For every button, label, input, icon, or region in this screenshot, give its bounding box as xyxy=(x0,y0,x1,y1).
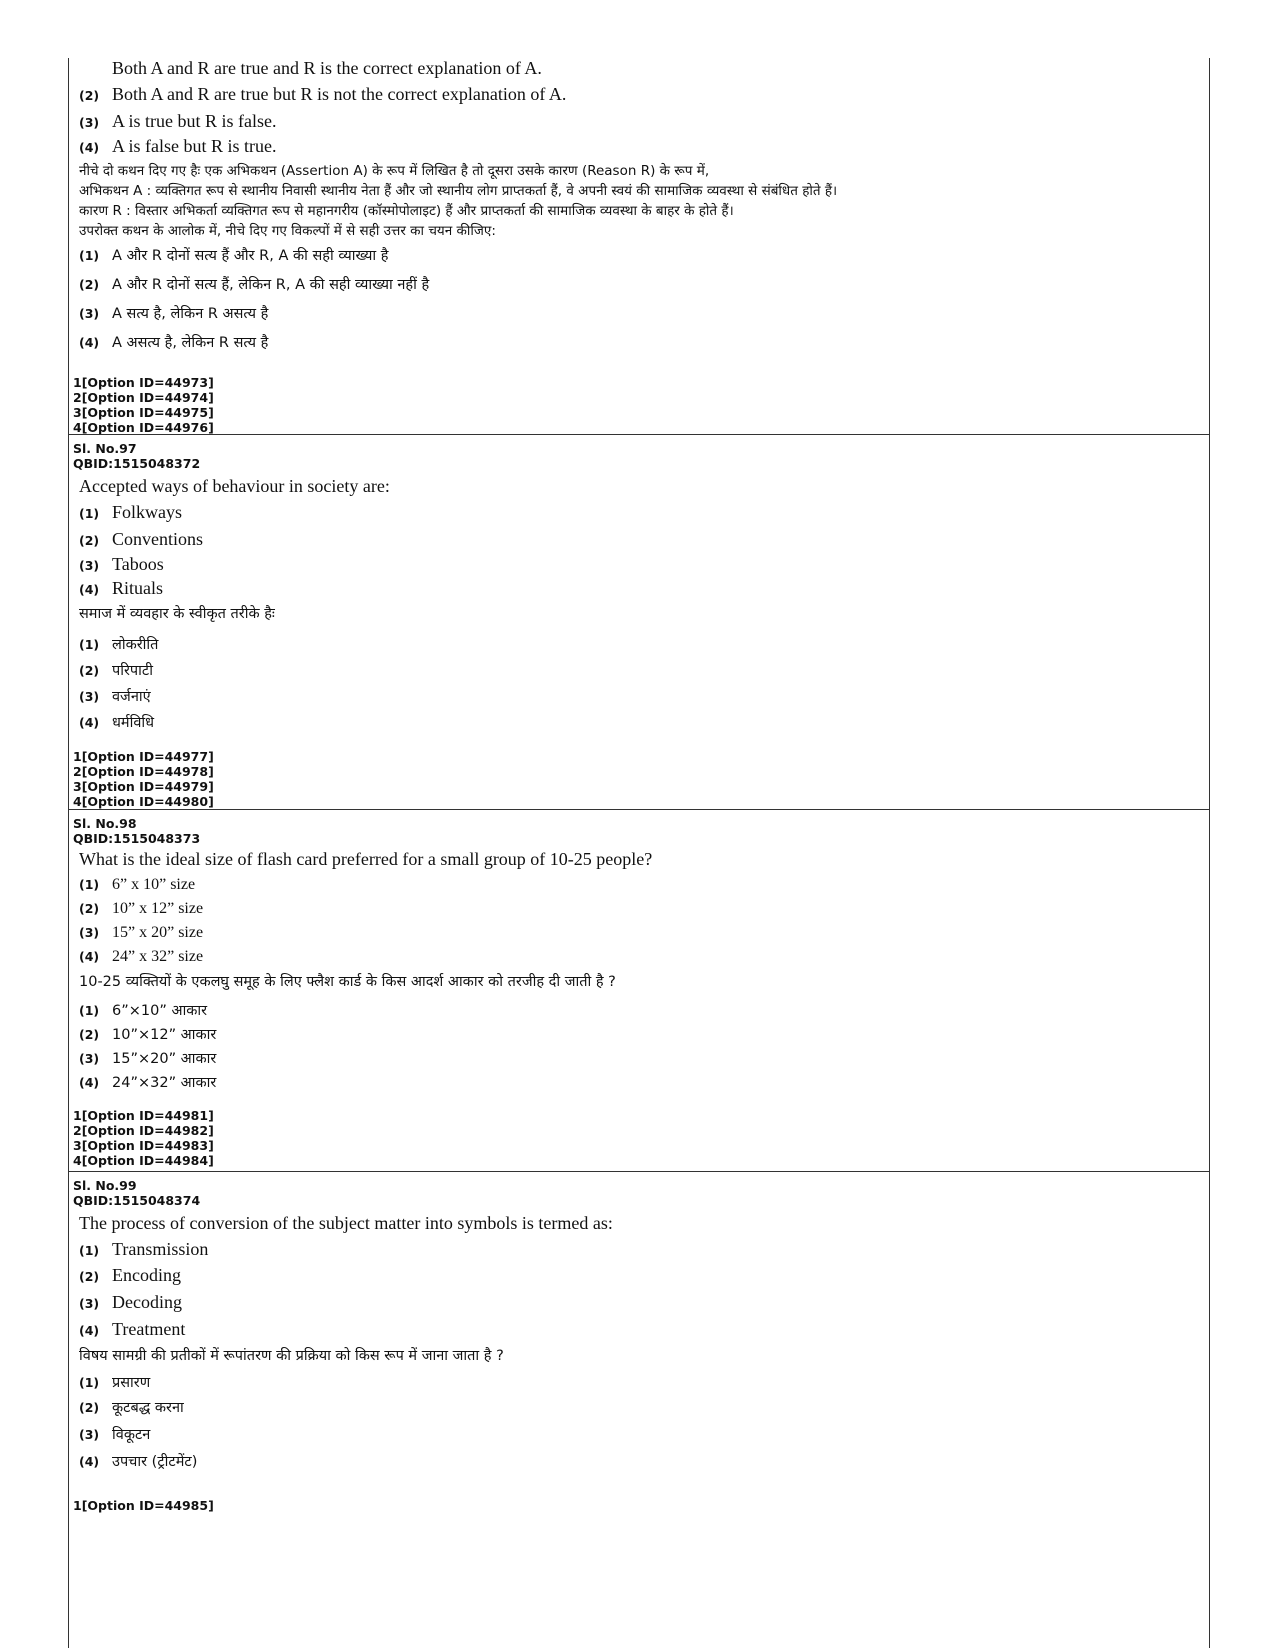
option-hi-3 xyxy=(79,1424,1209,1451)
option-text: 15”×20” आकार xyxy=(112,1051,217,1067)
option-number: (2) xyxy=(79,88,100,103)
option-text: परिपाटी xyxy=(112,663,153,679)
option-number: (1) xyxy=(79,506,100,521)
option-number: (1) xyxy=(79,877,100,892)
option-en-2 xyxy=(79,84,1209,111)
option-number: (2) xyxy=(79,277,100,292)
option-text: Encoding xyxy=(112,1265,181,1285)
option-hi-2 xyxy=(79,274,1209,303)
option-text: 24”×32” आकार xyxy=(112,1075,217,1091)
option-hi-3 xyxy=(79,303,1209,332)
option-number: (3) xyxy=(79,1051,100,1066)
option-en-1 xyxy=(79,1239,1209,1265)
option-number: (4) xyxy=(79,582,100,597)
option-number: (4) xyxy=(79,335,100,350)
option-text: धर्मविधि xyxy=(112,715,155,731)
question-text-english: What is the ideal size of flash card preferred for a small group of 10-25 people? xyxy=(79,849,653,869)
option-hi-4 xyxy=(79,1451,1209,1478)
document-frame xyxy=(68,58,1210,1648)
option-en-3 xyxy=(79,111,1209,136)
option-en-4 xyxy=(79,578,1209,604)
option-number: (3) xyxy=(79,689,100,704)
option-hi-2 xyxy=(79,1024,1209,1048)
option-number: (3) xyxy=(79,1427,100,1442)
option-en-1 xyxy=(79,876,1209,900)
option-id-list: 1[Option ID=44977] 2[Option ID=44978] 3[Option ID=44979] 4[Option ID=44980] xyxy=(73,749,214,809)
option-hi-3 xyxy=(79,1048,1209,1072)
option-text: A और R दोनों सत्य हैं, लेकिन R, A की सही व्याख्या नहीं है xyxy=(112,277,430,293)
option-number: (3) xyxy=(79,925,100,940)
question-text-hindi: 10-25 व्यक्तियों के एकलघु समूह के लिए फ्लैश कार्ड के किस आदर्श आकार को तरजीह दी जाती है ? xyxy=(79,974,616,990)
option-hi-2 xyxy=(79,1397,1209,1424)
option-text: Conventions xyxy=(112,529,204,549)
option-text: 10”×12” आकार xyxy=(112,1027,217,1043)
option-en-4 xyxy=(79,1319,1209,1346)
option-text: A सत्य है, लेकिन R असत्य है xyxy=(112,306,269,322)
option-number: (3) xyxy=(79,306,100,321)
option-en-3 xyxy=(79,924,1209,948)
option-hi-3 xyxy=(79,686,1209,712)
option-hi-1 xyxy=(79,634,1209,660)
option-number: (2) xyxy=(79,1027,100,1042)
option-text: A is true but R is false. xyxy=(112,111,277,131)
option-number: (3) xyxy=(79,558,100,573)
option-text: Decoding xyxy=(112,1292,182,1312)
option-text: A असत्य है, लेकिन R सत्य है xyxy=(112,335,269,351)
option-text: कूटबद्ध करना xyxy=(112,1400,184,1416)
option-number: (4) xyxy=(79,715,100,730)
question-text-hindi: नीचे दो कथन दिए गए हैः एक अभिकथन (Assertion A) के रूप में लिखित है तो दूसरा उसके कारण (Reason R) के रूप में, अभिकथन A : व्यक्तिगत रूप से स्थानीय निवासी स्थानीय नेता हैं और जो स्थानीय लोग प्राप्तकर्ता हैं, वे अपनी स्वयं की सामाजिक व्यवस्था से संबंधित होते हैं। कारण R : विस्तार अभिकर्ता व्यक्तिगत रूप से महानगरीय (कॉस्मोपोलाइट) हैं और प्राप्तकर्ता की सामाजिक व्यवस्था के बाहर के होते हैं। उपरोक्त कथन के आलोक में, नीचे दिए गए विकल्पों में से सही उत्तर का चयन कीजिए: xyxy=(79,163,838,239)
option-number: (2) xyxy=(79,901,100,916)
option-hi-4 xyxy=(79,1072,1209,1096)
option-en-3 xyxy=(79,554,1209,578)
option-text: A is false but R is true. xyxy=(112,136,277,156)
option-id-list: 1[Option ID=44985] xyxy=(73,1498,214,1513)
option-text: 10” x 12” size xyxy=(112,900,204,917)
option-number: (3) xyxy=(79,1296,100,1311)
option-en-2 xyxy=(79,900,1209,924)
question-block-96 xyxy=(69,58,1209,434)
option-text: 24” x 32” size xyxy=(112,948,204,965)
option-en-2 xyxy=(79,1265,1209,1292)
option-text: उपचार (ट्रीटमेंट) xyxy=(112,1454,198,1470)
option-number: (1) xyxy=(79,1375,100,1390)
option-text: प्रसारण xyxy=(112,1375,151,1391)
serial-number: Sl. No.99 xyxy=(73,1178,137,1193)
option-number: (2) xyxy=(79,1269,100,1284)
option-text: लोकरीति xyxy=(112,637,159,653)
question-text-english: The process of conversion of the subject matter into symbols is termed as: xyxy=(79,1213,613,1233)
option-en-1 xyxy=(79,58,1209,84)
option-text: 15” x 20” size xyxy=(112,924,204,941)
option-text: Treatment xyxy=(112,1319,186,1339)
option-text: 6” x 10” size xyxy=(112,876,196,893)
option-text: Rituals xyxy=(112,578,164,598)
serial-number: Sl. No.98 xyxy=(73,816,137,831)
option-number: (2) xyxy=(79,1400,100,1415)
option-text: Transmission xyxy=(112,1239,209,1259)
option-text: 6”×10” आकार xyxy=(112,1003,208,1019)
option-hi-1 xyxy=(79,1372,1209,1397)
option-number: (4) xyxy=(79,949,100,964)
option-en-1 xyxy=(79,502,1209,529)
option-id-list: 1[Option ID=44973] 2[Option ID=44974] 3[Option ID=44975] 4[Option ID=44976] xyxy=(73,375,214,435)
option-text: Folkways xyxy=(112,502,183,522)
option-text: Taboos xyxy=(112,554,164,574)
option-id-list: 1[Option ID=44981] 2[Option ID=44982] 3[Option ID=44983] 4[Option ID=44984] xyxy=(73,1108,214,1168)
option-hi-1 xyxy=(79,245,1209,274)
option-number: (4) xyxy=(79,1075,100,1090)
option-number: (1) xyxy=(79,1243,100,1258)
qbid: QBID:1515048372 xyxy=(73,456,201,471)
option-en-2 xyxy=(79,529,1209,554)
qbid: QBID:1515048373 xyxy=(73,831,201,846)
option-number: (4) xyxy=(79,140,100,155)
option-hi-1 xyxy=(79,1000,1209,1024)
serial-number: Sl. No.97 xyxy=(73,441,137,456)
option-hi-4 xyxy=(79,332,1209,361)
option-en-3 xyxy=(79,1292,1209,1319)
question-text-english: Accepted ways of behaviour in society are: xyxy=(79,476,390,496)
option-number: (2) xyxy=(79,663,100,678)
option-hi-4 xyxy=(79,712,1209,738)
option-text: Both A and R are true but R is not the correct explanation of A. xyxy=(112,84,567,104)
question-text-hindi: विषय सामग्री की प्रतीकों में रूपांतरण की प्रक्रिया को किस रूप में जाना जाता है ? xyxy=(79,1348,504,1364)
option-text: वर्जनाएं xyxy=(112,689,151,705)
qbid: QBID:1515048374 xyxy=(73,1193,201,1208)
option-number: (1) xyxy=(79,248,100,263)
option-number: (2) xyxy=(79,533,100,548)
option-number: (4) xyxy=(79,1323,100,1338)
option-number: (3) xyxy=(79,115,100,130)
question-block-99 xyxy=(69,1171,1209,1641)
option-hi-2 xyxy=(79,660,1209,686)
option-en-4 xyxy=(79,948,1209,972)
question-block-98 xyxy=(69,809,1209,1171)
option-number: (4) xyxy=(79,1454,100,1469)
option-number: (1) xyxy=(79,1003,100,1018)
option-text: Both A and R are true and R is the correct explanation of A. xyxy=(112,58,542,78)
option-en-4 xyxy=(79,136,1209,161)
option-text: A और R दोनों सत्य हैं और R, A की सही व्याख्या है xyxy=(112,248,389,264)
option-number: (1) xyxy=(79,637,100,652)
question-block-97 xyxy=(69,434,1209,809)
question-text-hindi: समाज में व्यवहार के स्वीकृत तरीके हैः xyxy=(79,606,275,622)
option-text: विकूटन xyxy=(112,1427,151,1443)
